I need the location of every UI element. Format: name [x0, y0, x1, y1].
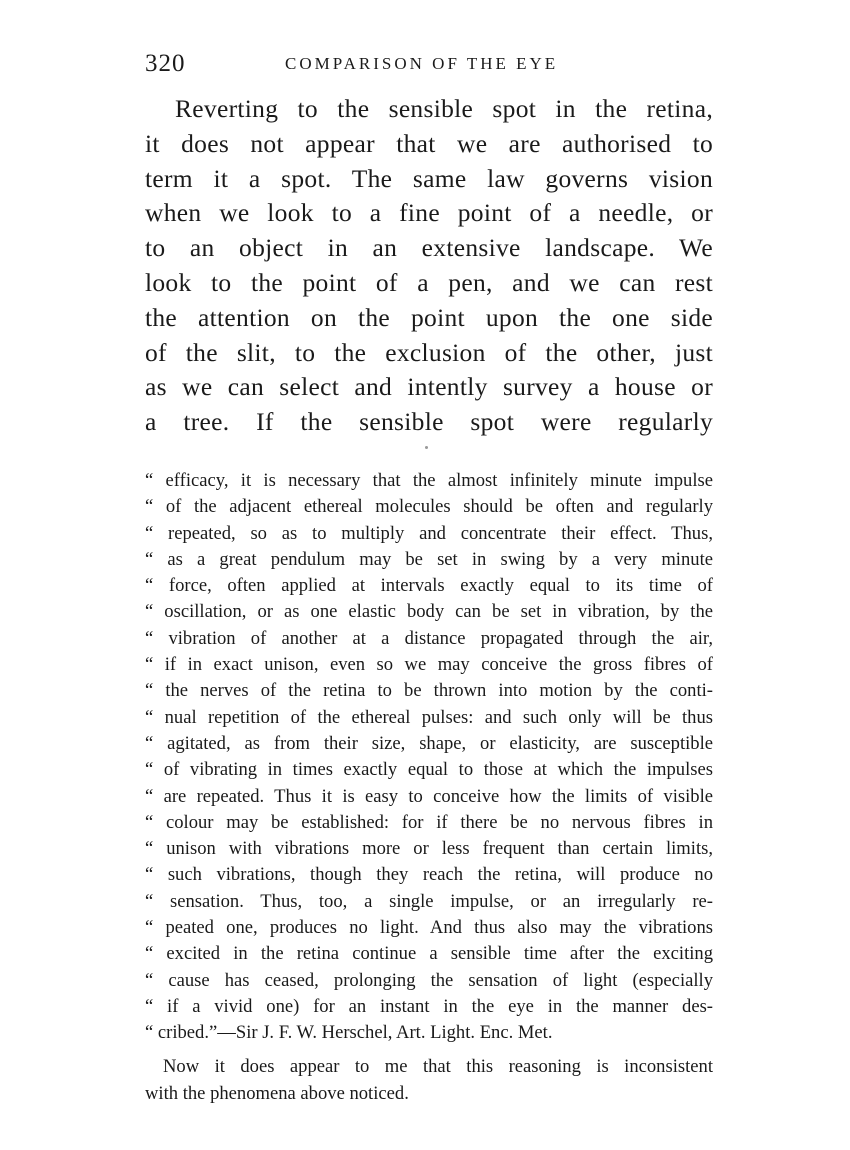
running-title: COMPARISON OF THE EYE — [285, 54, 559, 73]
body-line: Reverting to the sensible spot in the retina, — [175, 94, 713, 123]
footnote-quotation — [145, 468, 713, 1047]
footnote-line: “ the nerves of the retina to be thrown into motion by the conti- — [145, 680, 713, 702]
footnote-line: “ efficacy, it is necessary that the almost infinitely minute impulse — [145, 470, 713, 491]
body-line: as we can select and intently survey a house or — [145, 372, 713, 402]
footnote-line: “ if in exact unison, even so we may conceive the gross fibres of — [145, 654, 713, 676]
footnote-line: “ force, often applied at intervals exactly equal to its time of — [145, 575, 713, 597]
footnote-line: “ of the adjacent ethereal molecules should be often and regularly — [145, 496, 713, 518]
footnote-line: “ sensation. Thus, too, a single impulse, or an irregularly re- — [145, 890, 713, 912]
footnote-line: “ agitated, as from their size, shape, or elasticity, are susceptible — [145, 732, 713, 754]
footnote-line: “ vibration of another at a distance propagated through the air, — [145, 627, 713, 649]
footnote-line: “ colour may be established: for if there be no nervous fibres in — [145, 811, 713, 833]
body-line: a tree. If the sensible spot were regularly — [145, 407, 713, 437]
closing-line: Now it does appear to me that this reasoning is inconsistent — [163, 1056, 713, 1077]
page-number: 320 — [145, 50, 186, 77]
footnote-line: “ such vibrations, though they reach the retina, will produce no — [145, 864, 713, 886]
footnote-citation-line: “ cribed.”—Sir J. F. W. Herschel, Art. Light. Enc. Met. — [145, 1022, 553, 1044]
footnote-line: “ repeated, so as to multiply and concentrate their effect. Thus, — [145, 522, 713, 544]
print-speck — [425, 446, 428, 449]
main-paragraph — [145, 92, 713, 440]
body-line: of the slit, to the exclusion of the other, just — [145, 337, 713, 367]
footnote-line: “ peated one, produces no light. And thus also may the vibrations — [145, 917, 713, 939]
footnote-line: “ cause has ceased, prolonging the sensation of light (especially — [145, 969, 713, 991]
body-line: it does not appear that we are authorised to — [145, 128, 713, 158]
footnote-line: “ oscillation, or as one elastic body can be set in vibration, by the — [145, 601, 713, 623]
footnote-line: “ nual repetition of the ethereal pulses: and such only will be thus — [145, 706, 713, 728]
page-header — [145, 46, 713, 82]
body-line: when we look to a fine point of a needle, or — [145, 198, 713, 228]
closing-paragraph — [145, 1054, 713, 1107]
body-line: to an object in an extensive landscape. We — [145, 233, 713, 263]
body-line: term it a spot. The same law governs vision — [145, 163, 713, 193]
footnote-line: “ as a great pendulum may be set in swing by a very minute — [145, 548, 713, 570]
footnote-line: “ if a vivid one) for an instant in the eye in the manner des- — [145, 995, 713, 1017]
body-line: look to the point of a pen, and we can rest — [145, 267, 713, 297]
footnote-line: “ are repeated. Thus it is easy to conceive how the limits of visible — [145, 785, 713, 807]
body-line: the attention on the point upon the one side — [145, 302, 713, 332]
footnote-line: “ excited in the retina continue a sensible time after the exciting — [145, 943, 713, 965]
footnote-line: “ unison with vibrations more or less frequent than certain limits, — [145, 838, 713, 860]
footnote-line: “ of vibrating in times exactly equal to those at which the impulses — [145, 759, 713, 781]
closing-line: with the phenomena above noticed. — [145, 1082, 409, 1104]
